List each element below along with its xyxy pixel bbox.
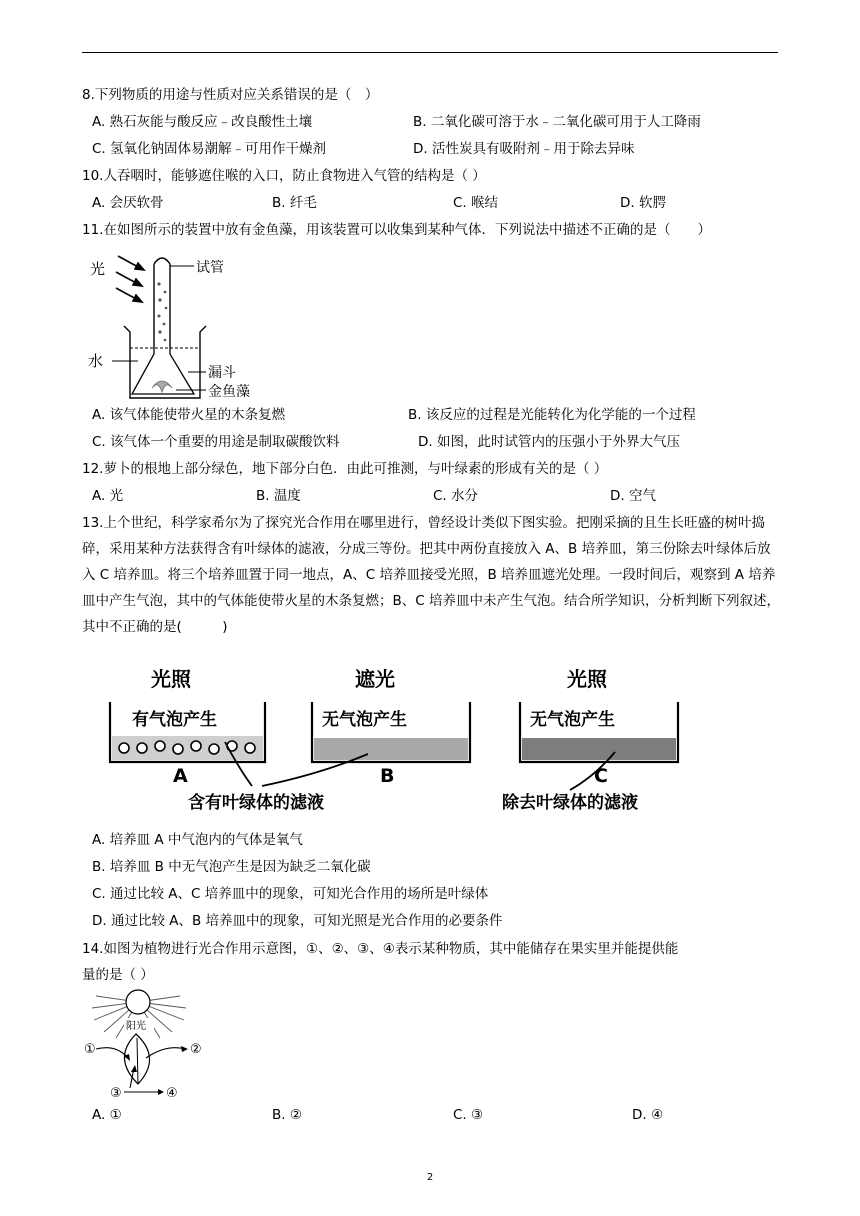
q12-stem: 12.萝卜的根地上部分绿色，地下部分白色．由此可推测，与叶绿素的形成有关的是（ ） [82,461,608,477]
q14-label-3: ③ [110,1086,122,1100]
q11-stem: 11.在如图所示的装置中放有金鱼藻，用该装置可以收集到某种气体．下列说法中描述不正确的是（ ） [82,222,711,238]
q13-light-label-a: 光照 [151,667,191,691]
dish-c-label: C [594,765,608,787]
q8-stem: 8.下列物质的用途与性质对应关系错误的是（ ） [82,87,379,103]
tube-bubbles [157,282,167,341]
q13-filtrate-label: 含有叶绿体的滤液 [188,793,324,813]
dish-b-liquid [314,738,468,760]
q12-option-a: A. 光 [92,488,124,504]
q13-light-label-c: 光照 [567,667,607,691]
page-number: 2 [426,1172,434,1183]
q11-light-label: 光 [90,260,106,278]
q14-stem-line2: 量的是（ ） [82,967,154,983]
q8-option-b: B. 二氧化碳可溶于水﹣二氧化碳可用于人工降雨 [413,114,701,130]
q8-option-c: C. 氢氧化钠固体易潮解﹣可用作干燥剂 [92,141,327,157]
dish-a-liquid [112,736,263,760]
header-rule [82,52,778,53]
test-tube [154,258,170,348]
q13-option-d: D. 通过比较 A、B 培养皿中的现象，可知光照是光合作用的必要条件 [92,913,503,929]
sun-icon [126,990,150,1014]
q11-apparatus-figure [82,248,272,400]
q13-option-a: A. 培养皿 A 中气泡内的气体是氧气 [92,832,303,848]
q13-dishes-figure [100,658,700,818]
q11-funnel-label: 漏斗 [208,365,236,381]
q10-option-c: C. 喉结 [453,195,499,211]
q11-option-a: A. 该气体能使带火星的木条复燃 [92,407,286,423]
q14-label-2: ② [190,1042,202,1057]
q13-nobubbles-label-b: 无气泡产生 [322,710,407,730]
q14-sun-label: 阳光 [126,1021,146,1032]
q12-option-c: C. 水分 [433,488,479,504]
q14-label-1: ① [84,1042,96,1057]
q11-pondweed-label: 金鱼藻 [208,384,250,400]
light-arrows [116,256,144,302]
q14-option-d: D. ④ [632,1107,664,1123]
dish-b-label: B [380,765,395,787]
q14-stem-line1: 14.如图为植物进行光合作用示意图，①、②、③、④表示某种物质，其中能储存在果实里并能提供能 [82,941,679,957]
q13-stem: 13.上个世纪，科学家希尔为了探究光合作用在哪里进行，曾经设计类似下图实验。把刚采摘的且生长旺盛的树叶捣碎，采用某种方法获得含有叶绿体的滤液，分成三等份。把其中两份直接放入 A、B 培养皿，第三份除去叶绿体后放入 C 培养皿。将三个培养皿置于同一地点，A、C 培养皿接受光照，B 培养皿遮光处理。一段时间后，观察到 A 培养皿中产生气泡，其中的气体能使带火星的木条复燃；B、C 培养皿中未产生气泡。结合所学知识，分析判断下列叙述，其中不正确的是( ) [82,515,780,635]
q11-option-d: D. 如图，此时试管内的压强小于外界大气压 [418,434,680,450]
q13-nobubbles-label-c: 无气泡产生 [530,710,615,730]
q13-dark-label: 遮光 [355,667,395,691]
q10-option-d: D. 软腭 [620,195,666,211]
q13-option-b: B. 培养皿 B 中无气泡产生是因为缺乏二氧化碳 [92,859,371,875]
pondweed [152,381,172,392]
q14-photosynthesis-figure [82,988,212,1100]
dish-c-liquid [522,738,676,760]
q14-label-4: ④ [166,1086,178,1100]
q12-option-d: D. 空气 [610,488,656,504]
q14-option-a: A. ① [92,1107,122,1123]
q13-removed-label: 除去叶绿体的滤液 [502,793,638,813]
q10-option-a: A. 会厌软骨 [92,195,164,211]
q8-option-a: A. 熟石灰能与酸反应﹣改良酸性土壤 [92,114,313,130]
q8-option-d: D. 活性炭具有吸附剂﹣用于除去异味 [413,141,635,157]
q13-bubbles-label: 有气泡产生 [132,710,217,730]
q14-option-b: B. ② [272,1107,302,1123]
q14-option-c: C. ③ [453,1107,484,1123]
q11-water-label: 水 [88,352,104,370]
q11-tube-label: 试管 [196,260,224,276]
q12-option-b: B. 温度 [256,488,301,504]
q11-option-b: B. 该反应的过程是光能转化为化学能的一个过程 [408,407,696,423]
dish-a-label: A [173,765,188,787]
q13-option-c: C. 通过比较 A、C 培养皿中的现象，可知光合作用的场所是叶绿体 [92,886,489,902]
q10-option-b: B. 纤毛 [272,195,317,211]
q11-option-c: C. 该气体一个重要的用途是制取碳酸饮料 [92,434,340,450]
q10-stem: 10.人吞咽时，能够遮住喉的入口，防止食物进入气管的结构是（ ） [82,168,486,184]
